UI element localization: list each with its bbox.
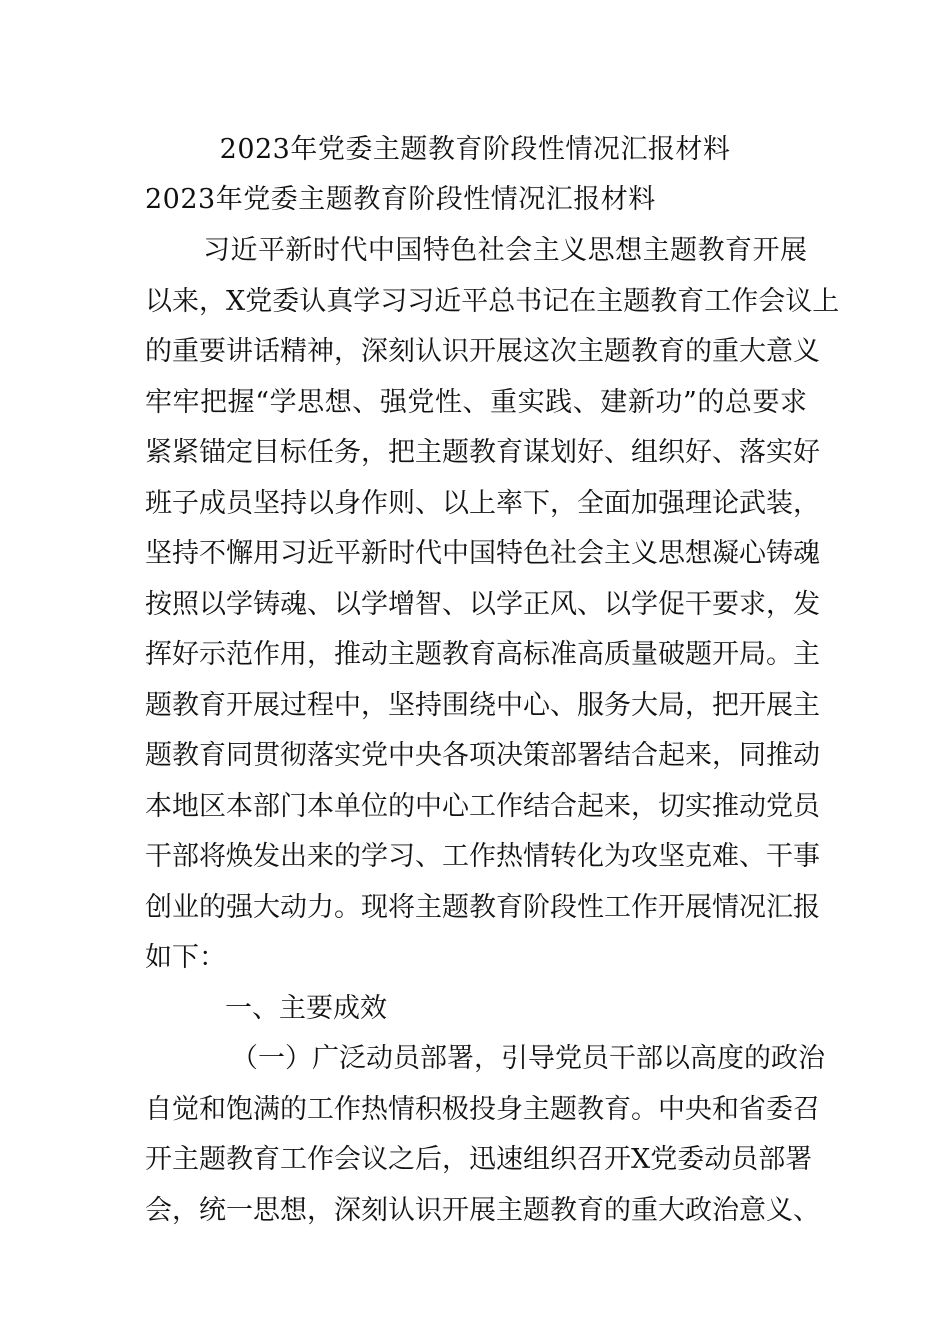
paragraph-line: 会，统一思想，深刻认识开展主题教育的重大政治意义、	[145, 1194, 820, 1226]
paragraph-line: 开主题教育工作会议之后，迅速组织召开X党委动员部署	[145, 1144, 813, 1175]
document-body	[145, 226, 840, 1236]
paragraph-line: 创业的强大动力。现将主题教育阶段性工作开展情况汇报	[145, 891, 820, 923]
paragraph-line: 习近平新时代中国特色社会主义思想主题教育开展	[203, 235, 807, 266]
paragraph-line: 本地区本部门本单位的中心工作结合起来，切实推动党员	[145, 790, 820, 822]
document-subtitle: 2023年党委主题教育阶段性情况汇报材料	[145, 184, 656, 215]
paragraph-line: 牢牢把握“学思想、强党性、重实践、建新功”的总要求	[145, 386, 807, 418]
paragraph-line: 题教育开展过程中，坚持围绕中心、服务大局，把开展主	[145, 689, 820, 721]
paragraph-line: 班子成员坚持以身作则、以上率下，全面加强理论武装，	[145, 487, 820, 519]
paragraph-line: 紧紧锚定目标任务，把主题教育谋划好、组织好、落实好	[145, 437, 820, 468]
paragraph-line: （一）广泛动员部署，引导党员干部以高度的政治	[231, 1043, 825, 1074]
document-title: 2023年党委主题教育阶段性情况汇报材料	[219, 134, 731, 165]
paragraph-line: 坚持不懈用习近平新时代中国特色社会主义思想凝心铸魂	[145, 538, 820, 569]
paragraph-line: 如下：	[145, 942, 226, 973]
paragraph-line: 的重要讲话精神，深刻认识开展这次主题教育的重大意义	[145, 336, 820, 367]
paragraph-line: 干部将焕发出来的学习、工作热情转化为攻坚克难、干事	[145, 841, 820, 872]
paragraph-line: 按照以学铸魂、以学增智、以学正风、以学促干要求，发	[145, 588, 820, 620]
paragraph-line: 题教育同贯彻落实党中央各项决策部署结合起来，同推动	[145, 740, 820, 771]
section-heading: 一、主要成效	[225, 992, 387, 1024]
paragraph-line: 挥好示范作用，推动主题教育高标准高质量破题开局。主	[145, 639, 820, 670]
paragraph-line: 以来，X党委认真学习习近平总书记在主题教育工作会议上	[145, 285, 840, 317]
paragraph-line: 自觉和饱满的工作热情积极投身主题教育。中央和省委召	[145, 1093, 820, 1125]
